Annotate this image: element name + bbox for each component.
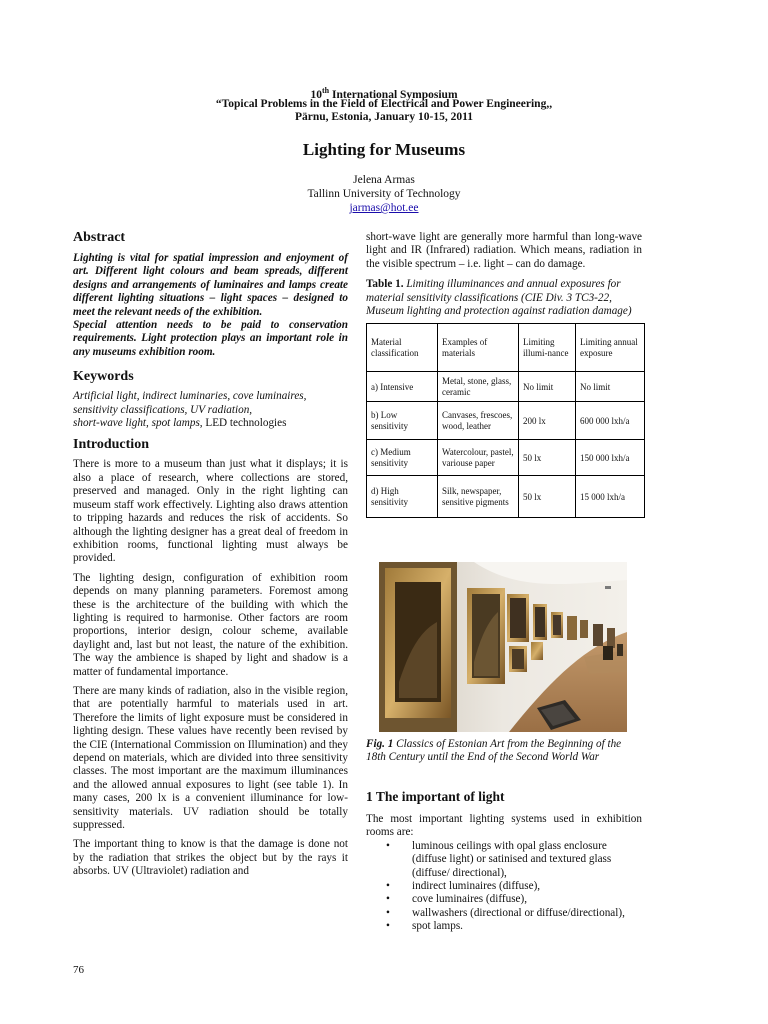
museum-gallery-photo [379, 562, 627, 732]
figure1-caption [366, 738, 642, 765]
section1-heading: 1 The important of light [366, 789, 505, 804]
right-column [366, 231, 642, 518]
table1-header-cell: Limiting illumi-nance [519, 324, 576, 372]
page-title: Lighting for Museums [302, 140, 466, 159]
left-column [73, 230, 348, 879]
list-item: • spot lamps. [366, 920, 642, 933]
table1-cell: 50 lx [519, 476, 576, 518]
list-item: • cove luminaires (diffuse), [366, 893, 642, 906]
keywords-line-1: Artificial light, indirect luminaries, cove luminaires, sensitivity classifications, UV radiation, [73, 390, 307, 416]
table1-header-row [367, 324, 645, 372]
table1-cell: Silk, newspaper, sensitive pigments [438, 476, 519, 518]
table1-header-cell: Limiting annual exposure [576, 324, 645, 372]
symposium-ordinal-sup: th [321, 86, 330, 95]
table1-row [367, 402, 645, 440]
table1-cell: Metal, stone, glass, ceramic [438, 372, 519, 402]
table1-cell: 50 lx [519, 440, 576, 476]
abstract-paragraph-1: Lighting is vital for spatial impression and enjoyment of art. Different light colours and beam spreads, different designs and arrangements of luminaires and lamps create different lighting situations – light spaces – designed to meet the relevant needs of the exhibition. [73, 252, 348, 318]
keywords-line-2-normal: LED technologies [205, 417, 287, 430]
table1-caption-text: Limiting illuminances and annual exposures for material sensitivity classifications (CIE Div. 3 TC3-22, Museum lighting and protection against radiation damage) [366, 278, 632, 318]
intro-paragraph-4: The important thing to know is that the damage is done not by the radiation that strikes the object but by the rays it absorbs. UV (Ultraviolet) radiation and [73, 838, 348, 878]
author-affiliation: Tallinn University of Technology [307, 188, 461, 200]
intro-paragraph-3: There are many kinds of radiation, also in the visible region, that are potentially harmful to materials used in art. Therefore the limits of light exposure must be considered in lighting design. These values have recently been revised by the CIE (International Commission on Illumination) and they depend on materials, which are divided into three sensitivity classes. The most important are the maximum illuminances and the allowed annual exposures to light (see table 1). In many cases, 200 lx is a convenient illuminance for low-sensitivity materials. UV radiation should be totally suppressed. [73, 684, 348, 832]
author-name: Jelena Armas [353, 174, 415, 186]
figure1-image [379, 562, 627, 732]
author-email-wrap [0, 202, 768, 214]
intro-paragraph-1: There is more to a museum than just what it displays; it is also a place of research, where collections are stored, preserved and managed. Only in the right lighting can museum staff work effectively. Lighting also draws attention to tripping hazards and reduces the risk of accidents. So although the lighting designer has a great deal of freedom in exhibition rooms, functional lighting must always be provided. [73, 458, 348, 565]
symposium-name: International Symposium [329, 88, 458, 101]
table1-cell: a) Intensive [367, 372, 438, 402]
table1-row [367, 372, 645, 402]
table1-cell: 600 000 lxh/a [576, 402, 645, 440]
author-email-link[interactable]: jarmas@hot.ee [349, 202, 419, 214]
symposium-place-date: Pärnu, Estonia, January 10-15, 2011 [295, 111, 473, 123]
abstract-paragraph-2: Special attention needs to be paid to conservation requirements. Light protection plays an important role in any museums exhibition room. [73, 319, 348, 358]
keywords-line-2: short-wave light, spot lamps, [73, 417, 206, 430]
list-item: • wallwashers (directional or diffuse/directional), [366, 907, 642, 920]
table1-caption [366, 278, 642, 318]
figure1-label: Fig. 1 [366, 738, 394, 750]
table1-cell: b) Low sensitivity [367, 402, 438, 440]
table1-cell: c) Medium sensitivity [367, 440, 438, 476]
keywords-list [73, 390, 348, 430]
table1 [366, 323, 645, 518]
table1-row [367, 440, 645, 476]
keywords-heading: Keywords [73, 369, 134, 385]
table1-header-cell: Examples of materials [438, 324, 519, 372]
table1-cell: 150 000 lxh/a [576, 440, 645, 476]
table1-cell: No limit [519, 372, 576, 402]
table1-row [367, 476, 645, 518]
table1-cell: Canvases, frescoes, wood, leather [438, 402, 519, 440]
table1-cell: Watercolour, pastel, variouse paper [438, 440, 519, 476]
symposium-topic: “Topical Problems in the Field of Electrical and Power Engineering,, [215, 98, 553, 110]
intro-paragraph-2: The lighting design, configuration of exhibition room depends on many planning parameters. Foremost among these is the architecture of the building with which the lighting is required to harmonise. Other factors are room proportions, interior design, colour scheme, available daylight and, last but not least, the nature of the exhibition. The way the ambience is shaped by light and shadow is a matter of fundamental importance. [73, 571, 348, 678]
lighting-systems-list [366, 840, 642, 934]
list-item: • indirect luminaires (diffuse), [366, 880, 642, 893]
section1-intro: The most important lighting systems used in exhibition rooms are: [366, 813, 642, 839]
introduction-heading: Introduction [73, 437, 149, 453]
symposium-ordinal: 10 [310, 88, 322, 101]
table1-cell: d) High sensitivity [367, 476, 438, 518]
table1-cell: No limit [576, 372, 645, 402]
section1 [366, 789, 642, 934]
page-number: 76 [73, 964, 84, 976]
list-item: • luminous ceilings with opal glass enclosure (diffuse light) or satinised and textured glass (diffuse/ directional), [366, 840, 642, 880]
right-continuation-paragraph: short-wave light are generally more harmful than long-wave light and IR (Infrared) radiation. Which means, radiation in the visible spectrum – i.e. light – can do damage. [366, 231, 642, 270]
table1-label: Table 1. [366, 278, 404, 291]
figure1-caption-text: Classics of Estonian Art from the Beginning of the 18th Century until the End of the Second World War [366, 738, 622, 764]
table1-cell: 15 000 lxh/a [576, 476, 645, 518]
table1-cell: 200 lx [519, 402, 576, 440]
table1-header-cell: Material classification [367, 324, 438, 372]
abstract-heading: Abstract [73, 230, 126, 245]
